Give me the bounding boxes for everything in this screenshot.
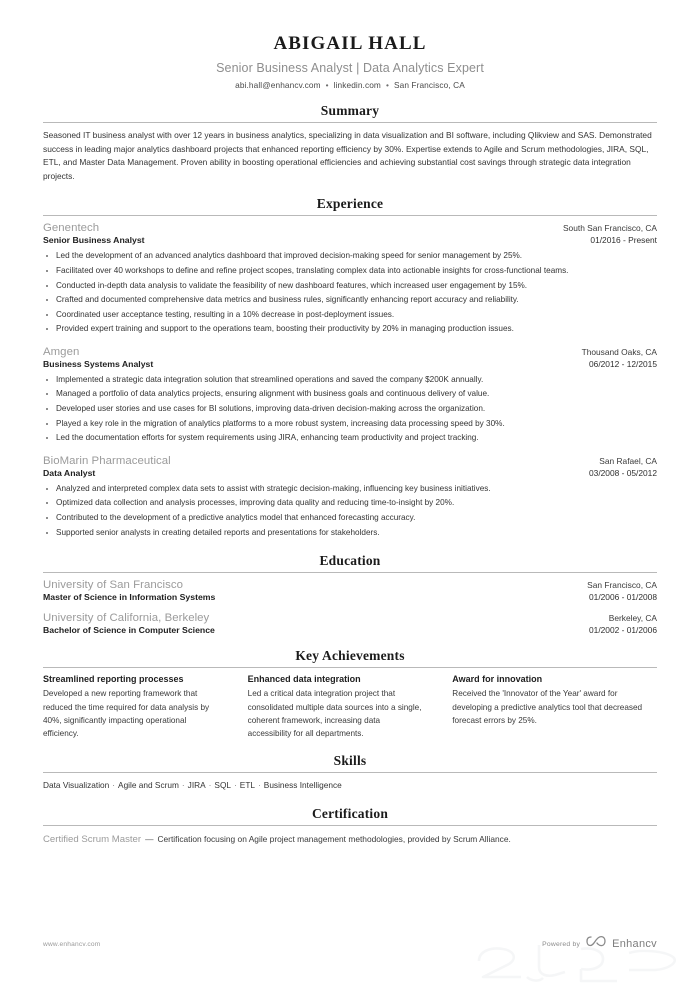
achievement-columns	[43, 674, 657, 740]
achievement-title: Streamlined reporting processes	[43, 674, 184, 685]
bullet-item: Played a key role in the migration of analytics platforms to a more robust system, increasing data processing speed by 30%.	[43, 417, 657, 432]
entry-organization: Amgen	[43, 345, 80, 358]
achievement-item	[43, 674, 248, 740]
candidate-headline: Senior Business Analyst | Data Analytics Expert	[216, 60, 484, 75]
section-experience	[43, 196, 657, 540]
section-title-skills: Skills	[333, 753, 367, 769]
achievement-title: Enhanced data integration	[247, 674, 361, 685]
entry-role-row	[43, 625, 657, 635]
contact-separator-2: •	[385, 79, 389, 90]
contact-separator-1: •	[325, 79, 329, 90]
bullet-item: Optimized data collection and analysis processes, improving data quality and reducing time-to-insight by 20%.	[43, 496, 657, 511]
skill-item: SQL	[214, 780, 232, 791]
powered-by-block	[542, 935, 657, 953]
achievement-text: Received the 'Innovator of the Year' award for developing a predictive analytics tool that decreased forecast errors by 25%.	[452, 689, 643, 725]
section-skills	[43, 753, 657, 792]
footer-website[interactable]: www.enhancv.com	[43, 940, 101, 948]
achievement-item	[248, 674, 453, 740]
resume-footer	[43, 935, 657, 953]
resume-entry	[43, 612, 657, 635]
entry-organization: BioMarin Pharmaceutical	[43, 454, 171, 467]
entry-role-row	[43, 468, 657, 478]
entry-org-row	[43, 222, 657, 234]
entry-role: Bachelor of Science in Computer Science	[43, 625, 215, 636]
section-title-achievements: Key Achievements	[295, 648, 405, 664]
skill-item: JIRA	[187, 780, 206, 791]
bullet-item: Managed a portfolio of data analytics projects, ensuring alignment with business goals and continuous delivery of value.	[43, 387, 657, 402]
skill-item: ETL	[239, 780, 256, 791]
resume-entry	[43, 455, 657, 540]
entry-role: Senior Business Analyst	[43, 235, 145, 246]
skill-item: Agile and Scrum	[118, 780, 179, 791]
entry-location: San Rafael, CA	[599, 455, 657, 466]
certification-name: Certified Scrum Master	[43, 833, 142, 845]
entry-location: San Francisco, CA	[587, 580, 657, 591]
entry-role-row	[43, 592, 657, 602]
entry-org-row	[43, 579, 657, 591]
certification-entry	[43, 832, 657, 847]
certification-description: Certification focusing on Agile project management methodologies, provided by Scrum Alliance.	[157, 833, 511, 844]
entry-org-row	[43, 346, 657, 358]
contact-email[interactable]: abi.hall@enhancv.com	[235, 79, 321, 90]
entry-role-row	[43, 359, 657, 369]
achievement-text: Developed a new reporting framework that reduced the time required for data analysis by 40%, significantly impacting operational efficiency.	[43, 689, 210, 739]
resume-entry	[43, 346, 657, 446]
entry-dates: 06/2012 - 12/2015	[589, 358, 657, 369]
powered-by-label: Powered by	[542, 940, 581, 948]
entry-role-row	[43, 235, 657, 245]
enhancv-logo-icon	[586, 935, 606, 953]
entry-dates: 01/2006 - 01/2008	[589, 592, 657, 603]
resume-entry	[43, 579, 657, 602]
skill-separator: ·	[181, 780, 185, 791]
resume-header	[43, 0, 657, 90]
skill-separator: ·	[208, 780, 212, 791]
section-summary	[43, 103, 657, 183]
achievement-item	[452, 674, 657, 740]
section-title-summary: Summary	[320, 102, 380, 118]
achievement-title: Award for innovation	[452, 674, 543, 685]
bullet-item: Analyzed and interpreted complex data sets to assist with strategic decision-making, influencing key business initiatives.	[43, 482, 657, 497]
candidate-name: ABIGAIL HALL	[273, 33, 427, 54]
summary-text: Seasoned IT business analyst with over 12 years in business analytics, specializing in data visualization and BI software, including Qlikview and SAS. Demonstrated success in leading major analytics dashboard projects that enhanced reporting efficiency by 30%. Expertise extends to Agile and Scrum methodologies, JIRA, SQL, ETL, and Master Data Management. Proven ability in boosting operational efficiencies and achieving substantial cost savings through strategic data integration projects.	[43, 129, 652, 181]
entry-location: South San Francisco, CA	[562, 223, 657, 234]
bullet-item: Contributed to the development of a predictive analytics model that enhanced forecasting accuracy.	[43, 511, 657, 526]
certification-dash: —	[145, 833, 154, 844]
section-title-certification: Certification	[311, 805, 389, 821]
bullet-item: Facilitated over 40 workshops to define and refine project scopes, translating complex data into actionable insights for cross-functional teams.	[43, 264, 657, 279]
entry-dates: 03/2008 - 05/2012	[589, 467, 657, 478]
section-certification	[43, 806, 657, 847]
entry-organization: Genentech	[43, 222, 100, 235]
section-education	[43, 553, 657, 635]
bullet-item: Led the development of an advanced analytics dashboard that improved decision-making speed for senior management by 25%.	[43, 249, 657, 264]
bullet-item: Crafted and documented comprehensive data metrics and business rules, significantly enhancing report accuracy and reliability.	[43, 293, 657, 308]
brand-name: Enhancv	[612, 938, 657, 950]
bullet-item: Led the documentation efforts for system requirements using JIRA, enhancing team productivity and project tracking.	[43, 431, 657, 446]
bullet-item: Provided expert training and support to the operations team, boosting their productivity by 20% in managing production issues.	[43, 322, 657, 337]
skill-separator: ·	[112, 780, 116, 791]
contact-location: San Francisco, CA	[393, 79, 465, 90]
skill-item: Data Visualization	[43, 780, 110, 791]
bullet-item: Supported senior analysts in creating detailed reports and presentations for stakeholders.	[43, 526, 657, 541]
entry-bullet-list	[43, 482, 657, 540]
contact-website[interactable]: linkedin.com	[333, 79, 381, 90]
entry-org-row	[43, 455, 657, 467]
bullet-item: Developed user stories and use cases for BI solutions, improving data-driven decision-making across the organization.	[43, 402, 657, 417]
entry-dates: 01/2002 - 01/2006	[589, 625, 657, 636]
bullet-item: Coordinated user acceptance testing, resulting in a 10% decrease in post-deployment issues.	[43, 308, 657, 323]
section-achievements	[43, 648, 657, 740]
entry-dates: 01/2016 - Present	[590, 235, 657, 246]
skills-list	[43, 779, 657, 792]
resume-entry	[43, 222, 657, 337]
section-title-experience: Experience	[316, 196, 384, 212]
contact-line	[43, 80, 657, 90]
bullet-item: Implemented a strategic data integration solution that streamlined operations and saved the company $200K annually.	[43, 373, 657, 388]
skill-item: Business Intelligence	[263, 780, 342, 791]
entry-organization: University of California, Berkeley	[43, 612, 210, 625]
section-title-education: Education	[319, 553, 381, 569]
entry-bullet-list	[43, 373, 657, 446]
entry-role: Master of Science in Information Systems	[43, 592, 216, 603]
skill-separator: ·	[234, 780, 237, 791]
skill-separator: ·	[258, 780, 261, 791]
entry-organization: University of San Francisco	[43, 579, 183, 592]
entry-bullet-list	[43, 249, 657, 337]
entry-role: Business Systems Analyst	[43, 358, 154, 369]
entry-org-row	[43, 612, 657, 624]
education-entries	[43, 573, 657, 635]
entry-location: Berkeley, CA	[608, 613, 657, 624]
bullet-item: Conducted in-depth data analysis to validate the feasibility of new dashboard features, which increased user engagement by 15%.	[43, 279, 657, 294]
experience-entries	[43, 216, 657, 540]
entry-role: Data Analyst	[43, 467, 96, 478]
achievement-text: Led a critical data integration project that consolidated multiple data sources into a single, coherent framework, increasing data accessibility for all departments.	[247, 689, 422, 739]
entry-location: Thousand Oaks, CA	[581, 346, 657, 357]
